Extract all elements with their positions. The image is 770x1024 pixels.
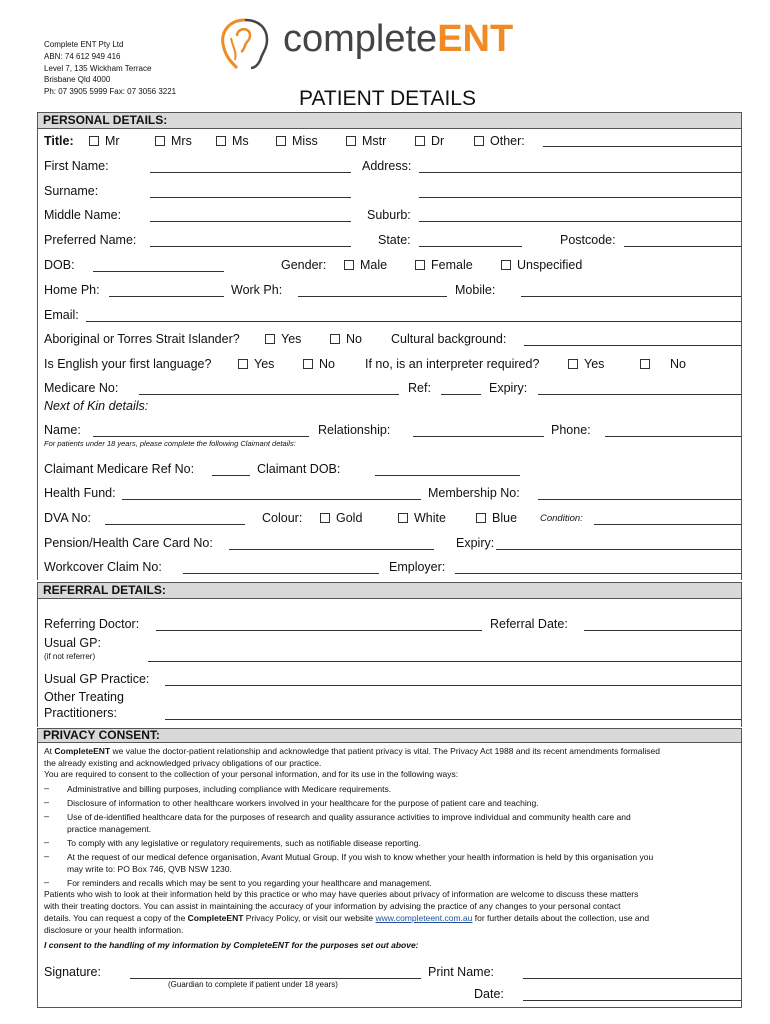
membership-no-label: Membership No: [428, 486, 520, 500]
company-abn: ABN: 74 612 949 416 [44, 52, 121, 61]
privacy-bullet-continuation: may write to: PO Box 746, QVB NSW 1230. [67, 864, 232, 874]
checkbox-interpreter-yes[interactable] [568, 359, 578, 369]
nok-name-input[interactable] [93, 436, 309, 437]
surname-input[interactable] [150, 197, 351, 198]
address-input[interactable] [419, 172, 741, 173]
checkbox-mstr[interactable] [346, 136, 356, 146]
checkbox-ms[interactable] [216, 136, 226, 146]
title-option-other[interactable]: Other: [474, 133, 525, 149]
page-title: PATIENT DETAILS [299, 87, 476, 110]
privacy-bullet: At the request of our medical defence organisation, Avant Mutual Group. If you wish to know whether your health information is held by this organisation you [67, 852, 654, 862]
work-ph-label: Work Ph: [231, 283, 283, 297]
dob-label: DOB: [44, 258, 75, 272]
postcode-input[interactable] [624, 246, 741, 247]
bullet-dash: – [44, 877, 50, 887]
pension-expiry-label: Expiry: [456, 536, 495, 550]
privacy-paragraph-4: Patients who wish to look at their information held by this practice or who may have queries about privacy of information are welcome to discuss these matters [44, 889, 639, 899]
gender-label: Gender: [281, 258, 327, 272]
first-name-label: First Name: [44, 159, 109, 173]
health-fund-label: Health Fund: [44, 486, 116, 500]
privacy-paragraph-5: with their treating doctors. You can assist in maintaining the accuracy of your information by advising the practice of any changes to your personal contact [44, 901, 621, 911]
aboriginal-no[interactable]: No [330, 331, 362, 347]
condition-label: Condition: [540, 513, 583, 524]
checkbox-miss[interactable] [276, 136, 286, 146]
claimant-medicare-label: Claimant Medicare Ref No: [44, 462, 195, 476]
checkbox-white[interactable] [398, 513, 408, 523]
state-label: State: [378, 233, 411, 247]
home-ph-input[interactable] [109, 296, 224, 297]
referring-doctor-label: Referring Doctor: [44, 617, 140, 631]
state-input[interactable] [419, 246, 522, 247]
usual-gp-practice-input[interactable] [165, 685, 741, 686]
english-first-language-label: Is English your first language? [44, 357, 212, 371]
personal-details-header: PERSONAL DETAILS: [37, 112, 742, 129]
bullet-dash: – [44, 811, 50, 821]
privacy-bullet-continuation: practice management. [67, 824, 152, 834]
nok-relationship-label: Relationship: [318, 423, 391, 437]
bullet-dash: – [44, 797, 50, 807]
title-option-mstr[interactable]: Mstr [346, 133, 386, 149]
title-option-dr[interactable]: Dr [415, 133, 444, 149]
signature-input[interactable] [130, 978, 421, 979]
checkbox-blue[interactable] [476, 513, 486, 523]
home-ph-label: Home Ph: [44, 283, 100, 297]
colour-gold[interactable]: Gold [320, 510, 362, 526]
claimant-medicare-input[interactable] [212, 475, 250, 476]
condition-input[interactable] [594, 524, 741, 525]
english-yes[interactable]: Yes [238, 356, 274, 372]
next-of-kin-heading: Next of Kin details: [44, 399, 149, 413]
privacy-bullet: Disclosure of information to other healthcare workers involved in your healthcare for the purpose of patient care and teaching. [67, 798, 539, 808]
nok-name-label: Name: [44, 423, 81, 437]
title-option-ms[interactable]: Ms [216, 133, 249, 149]
interpreter-yes[interactable]: Yes [568, 356, 604, 372]
health-fund-input[interactable] [122, 499, 421, 500]
nok-phone-label: Phone: [551, 423, 591, 437]
checkbox-other[interactable] [474, 136, 484, 146]
claimant-dob-label: Claimant DOB: [257, 462, 341, 476]
other-treating-label-line2: Practitioners: [44, 706, 117, 720]
company-phone: Ph: 07 3905 5999 Fax: 07 3056 3221 [44, 87, 177, 96]
colour-white[interactable]: White [398, 510, 446, 526]
bullet-dash: – [44, 783, 50, 793]
print-name-label: Print Name: [428, 965, 494, 979]
work-ph-input[interactable] [298, 296, 447, 297]
signature-label: Signature: [44, 965, 101, 979]
preferred-name-label: Preferred Name: [44, 233, 137, 247]
company-address-line1: Level 7, 135 Wickham Terrace [44, 64, 152, 73]
mobile-input[interactable] [521, 296, 741, 297]
preferred-name-input[interactable] [150, 246, 351, 247]
cultural-background-label: Cultural background: [391, 332, 507, 346]
privacy-paragraph-7: disclosure or your health information. [44, 925, 184, 935]
referring-doctor-input[interactable] [156, 630, 482, 631]
nok-relationship-input[interactable] [413, 436, 544, 437]
date-input[interactable] [523, 1000, 741, 1001]
email-input[interactable] [86, 321, 741, 322]
privacy-paragraph-2: the already existing and acknowledged privacy obligations of our practice. [44, 758, 322, 768]
pension-card-label: Pension/Health Care Card No: [44, 536, 213, 550]
mobile-label: Mobile: [455, 283, 496, 297]
suburb-label: Suburb: [367, 208, 411, 222]
checkbox-english-no[interactable] [303, 359, 313, 369]
claimant-dob-input[interactable] [375, 475, 520, 476]
gender-unspecified[interactable]: Unspecified [501, 257, 582, 273]
membership-no-input[interactable] [538, 499, 741, 500]
privacy-paragraph-1: At CompleteENT we value the doctor-patient relationship and acknowledge that patient privacy is vital. The Privacy Act 1988 and its recent amendments formalised [44, 746, 660, 756]
checkbox-mrs[interactable] [155, 136, 165, 146]
email-label: Email: [44, 308, 79, 322]
medicare-ref-input[interactable] [441, 394, 481, 395]
privacy-consent-frame [37, 743, 742, 1008]
surname-label: Surname: [44, 184, 99, 198]
ear-logo-icon [215, 14, 275, 72]
privacy-paragraph-6: details. You can request a copy of the CompleteENT Privacy Policy, or visit our website www.completeent.com.au for further details about the collection, use and [44, 913, 650, 923]
dva-no-input[interactable] [105, 524, 245, 525]
referral-date-input[interactable] [584, 630, 741, 631]
company-address-line2: Brisbane Qld 4000 [44, 75, 111, 84]
company-name: Complete ENT Pty Ltd [44, 40, 124, 49]
cultural-background-input[interactable] [524, 345, 741, 346]
usual-gp-input[interactable] [148, 661, 741, 662]
pension-expiry-input[interactable] [496, 549, 741, 550]
dob-input[interactable] [93, 271, 224, 272]
gender-female[interactable]: Female [415, 257, 473, 273]
checkbox-interpreter-no[interactable] [640, 359, 650, 369]
middle-name-label: Middle Name: [44, 208, 122, 222]
medicare-expiry-input[interactable] [538, 394, 741, 395]
colour-label: Colour: [262, 511, 303, 525]
pension-card-input[interactable] [229, 549, 434, 550]
checkbox-aboriginal-no[interactable] [330, 334, 340, 344]
guardian-note: (Guardian to complete if patient under 18 years) [168, 980, 338, 989]
privacy-paragraph-3: You are required to consent to the collection of your personal information, and for its use in the following ways: [44, 769, 459, 779]
print-name-input[interactable] [523, 978, 741, 979]
title-label: Title: [44, 134, 74, 148]
gender-male[interactable]: Male [344, 257, 387, 273]
english-no[interactable]: No [303, 356, 335, 372]
dva-no-label: DVA No: [44, 511, 92, 525]
title-option-mr[interactable]: Mr [89, 133, 120, 149]
checkbox-unspecified[interactable] [501, 260, 511, 270]
checkbox-dr[interactable] [415, 136, 425, 146]
if-not-referrer-note: (if not referrer) [44, 652, 96, 661]
bullet-dash: – [44, 851, 50, 861]
interpreter-no[interactable]: No [640, 356, 686, 372]
bullet-dash: – [44, 837, 50, 847]
suburb-input[interactable] [419, 221, 741, 222]
first-name-input[interactable] [150, 172, 351, 173]
website-link[interactable]: www.completeent.com.au [375, 913, 473, 923]
medicare-expiry-label: Expiry: [489, 381, 528, 395]
usual-gp-label: Usual GP: [44, 636, 101, 650]
checkbox-aboriginal-yes[interactable] [265, 334, 275, 344]
checkbox-gold[interactable] [320, 513, 330, 523]
employer-label: Employer: [389, 560, 446, 574]
postcode-label: Postcode: [560, 233, 616, 247]
date-label: Date: [474, 987, 504, 1001]
referral-details-frame [37, 599, 742, 727]
consent-statement: I consent to the handling of my information by CompleteENT for the purposes set out above: [44, 940, 419, 950]
employer-input[interactable] [455, 573, 741, 574]
medicare-no-label: Medicare No: [44, 381, 119, 395]
privacy-bullet: To comply with any legislative or regulatory requirements, such as notifiable disease reporting. [67, 838, 421, 848]
brand-wordmark: completeENT [283, 18, 514, 60]
checkbox-male[interactable] [344, 260, 354, 270]
usual-gp-practice-label: Usual GP Practice: [44, 672, 150, 686]
nok-phone-input[interactable] [605, 436, 741, 437]
checkbox-english-yes[interactable] [238, 359, 248, 369]
workcover-label: Workcover Claim No: [44, 560, 162, 574]
title-option-miss[interactable]: Miss [276, 133, 318, 149]
privacy-bullet: Administrative and billing purposes, including compliance with Medicare requirements. [67, 784, 392, 794]
privacy-consent-header: PRIVACY CONSENT: [37, 728, 742, 743]
colour-blue[interactable]: Blue [476, 510, 517, 526]
aboriginal-label: Aboriginal or Torres Strait Islander? [44, 332, 240, 346]
workcover-input[interactable] [183, 573, 379, 574]
aboriginal-yes[interactable]: Yes [265, 331, 301, 347]
privacy-bullet: For reminders and recalls which may be sent to you regarding your healthcare and management. [67, 878, 432, 888]
address-line2-input[interactable] [419, 197, 741, 198]
medicare-ref-label: Ref: [408, 381, 431, 395]
referral-details-header: REFERRAL DETAILS: [37, 582, 742, 599]
checkbox-female[interactable] [415, 260, 425, 270]
interpreter-label: If no, is an interpreter required? [365, 357, 540, 371]
checkbox-mr[interactable] [89, 136, 99, 146]
referral-date-label: Referral Date: [490, 617, 568, 631]
middle-name-input[interactable] [150, 221, 351, 222]
address-label: Address: [362, 159, 412, 173]
privacy-bullet: Use of de-identified healthcare data for the purposes of research and quality assurance activities to improve individual and community health care and [67, 812, 631, 822]
other-treating-input[interactable] [165, 719, 741, 720]
other-treating-label-line1: Other Treating [44, 690, 124, 704]
title-other-input[interactable] [543, 146, 741, 147]
medicare-no-input[interactable] [139, 394, 399, 395]
title-option-mrs[interactable]: Mrs [155, 133, 192, 149]
under-18-note: For patients under 18 years, please complete the following Claimant details: [44, 439, 296, 448]
